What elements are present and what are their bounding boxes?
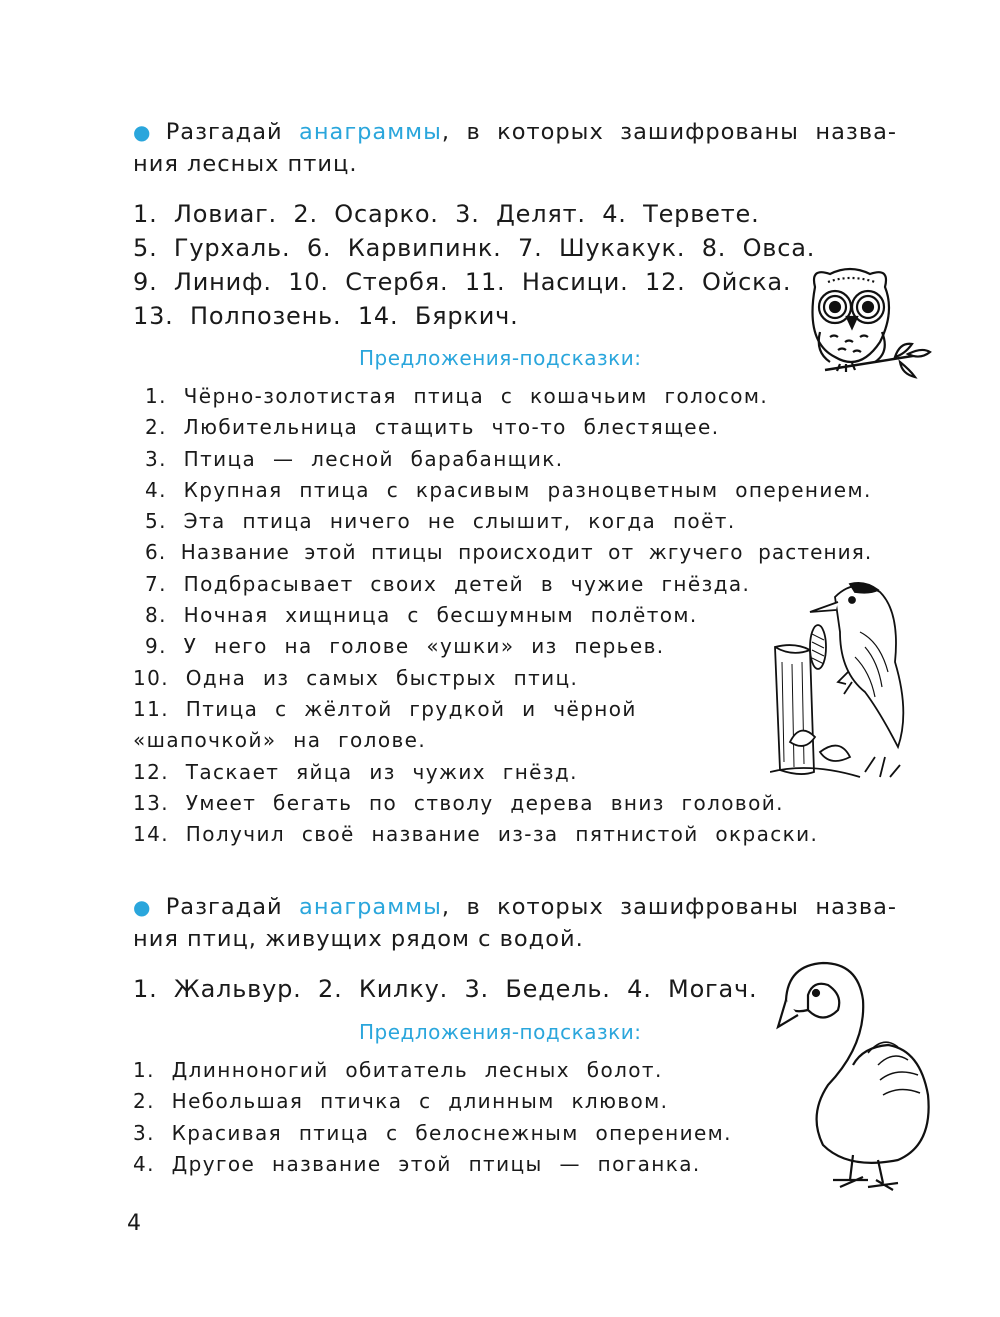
hint-line: 12. Таскает яйца из чужих гнёзд.: [133, 759, 578, 784]
anagram-line: 13. Полпозень. 14. Бяркич.: [133, 302, 519, 330]
section1-intro: [133, 116, 897, 180]
hint-line: 3. Красивая птица с белоснежным оперением.: [133, 1120, 732, 1145]
hint-line: 13. Умеет бегать по стволу дерева вниз головой.: [133, 790, 784, 815]
section1-hints-list: [133, 381, 872, 850]
anagram-line: 1. Ловиаг. 2. Осарко. 3. Делят. 4. Тервете.: [133, 200, 760, 228]
hint-line: 4. Другое название этой птицы — поганка.: [133, 1151, 701, 1176]
hint-line: 2. Любительница стащить что-то блестящее.: [145, 415, 720, 440]
section2-anagram-list: [133, 972, 757, 1006]
section2-intro-line2: ния птиц, живущих рядом с водой.: [133, 926, 584, 952]
swan-illustration: [768, 955, 938, 1195]
section1-intro-line2: ния лесных птиц.: [133, 151, 358, 177]
section1-hints-title: Предложения-подсказки:: [359, 346, 642, 370]
section2-hints-list: [133, 1055, 732, 1180]
hint-line: 14. Получил своё название из-за пятнистой окраски.: [133, 822, 819, 847]
owl-illustration: [800, 262, 935, 382]
hint-line: 2. Небольшая птичка с длинным клювом.: [133, 1089, 669, 1114]
hint-line: 1. Длинноногий обитатель лесных болот.: [133, 1058, 663, 1082]
section2-intro-line1: ● Разгадай анаграммы, в которых зашифрованы назва-: [133, 894, 897, 920]
keyword-anagrams: анаграммы: [299, 894, 442, 920]
section1-anagram-list: [133, 197, 815, 333]
hint-line: 5. Эта птица ничего не слышит, когда поёт.: [145, 509, 736, 534]
woodpecker-illustration: [770, 572, 930, 782]
hint-line: 1. Чёрно-золотистая птица с кошачьим голосом.: [145, 384, 769, 408]
anagram-line: 1. Жальвур. 2. Килку. 3. Бедель. 4. Могач.: [133, 975, 758, 1003]
hint-line: 8. Ночная хищница с бесшумным полётом.: [145, 603, 698, 628]
hint-line: 3. Птица — лесной барабанщик.: [145, 446, 564, 471]
hint-line: 7. Подбрасывает своих детей в чужие гнёзда.: [145, 571, 751, 596]
bullet-dot-icon: ●: [133, 120, 160, 144]
bullet-dot-icon: ●: [133, 895, 160, 919]
hint-line: «шапочкой» на голове.: [133, 728, 427, 753]
section2-intro: [133, 891, 897, 955]
hint-line: 6. Название этой птицы происходит от жгучего растения.: [145, 540, 873, 565]
anagram-line: 5. Гурхаль. 6. Карвипинк. 7. Шукакук. 8. Овса.: [133, 234, 816, 262]
section1-intro-line1: ● Разгадай анаграммы, в которых зашифрованы назва-: [133, 119, 897, 145]
hint-line: 10. Одна из самых быстрых птиц.: [133, 665, 579, 690]
hint-line: 4. Крупная птица с красивым разноцветным оперением.: [145, 477, 872, 502]
anagram-line: 9. Линиф. 10. Стербя. 11. Насици. 12. Ойска.: [133, 268, 792, 296]
hint-line: 11. Птица с жёлтой грудкой и чёрной: [133, 696, 637, 721]
page-number: 4: [127, 1211, 141, 1236]
keyword-anagrams: анаграммы: [299, 119, 442, 145]
hint-line: 9. У него на голове «ушки» из перьев.: [145, 634, 665, 659]
section2-hints-title: Предложения-подсказки:: [359, 1020, 642, 1044]
